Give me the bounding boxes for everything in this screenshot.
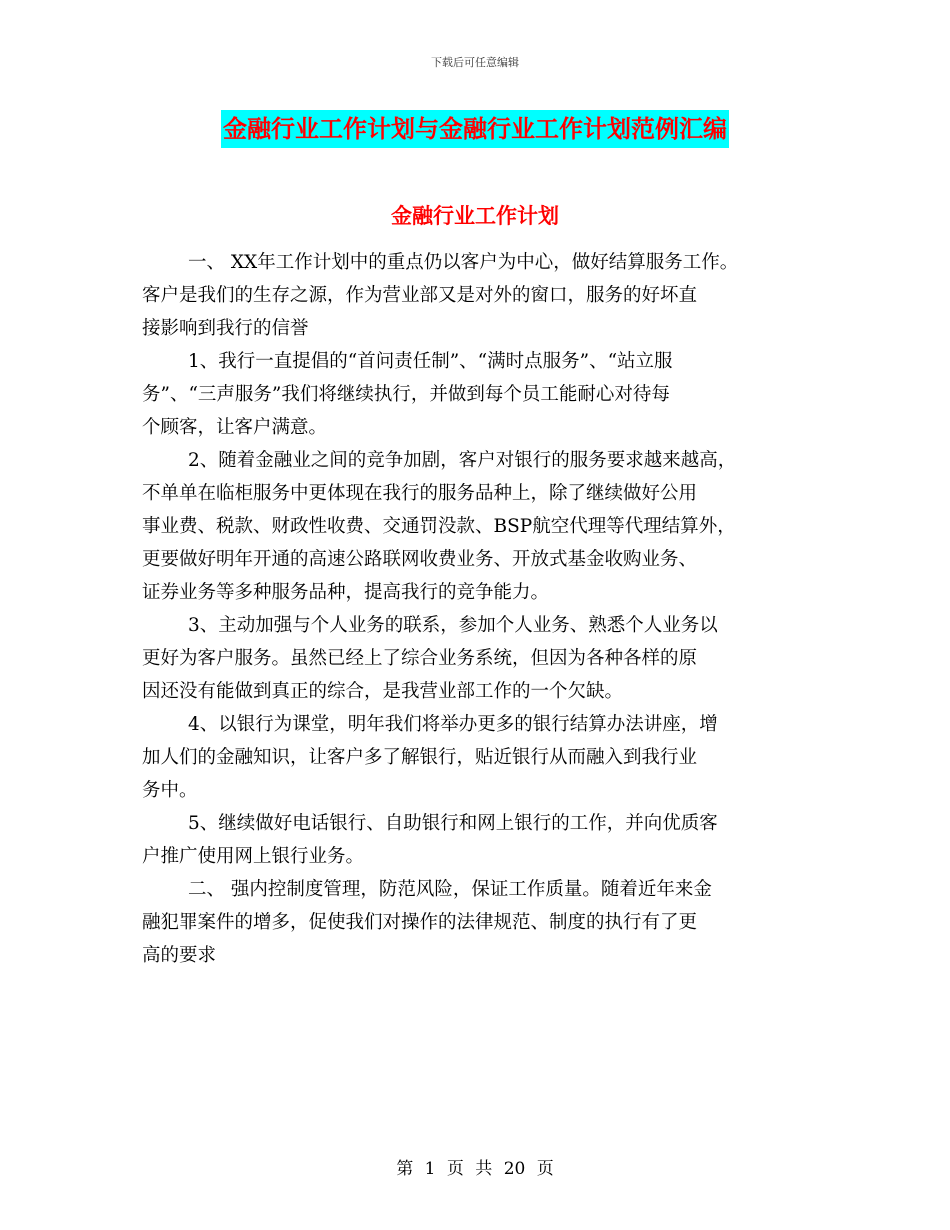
text-line: 不单单在临柜服务中更体现在我行的服务品种上，除了继续做好公用 bbox=[142, 483, 698, 504]
paragraph bbox=[142, 246, 812, 345]
text-line: 户推广使用网上银行业务。 bbox=[142, 846, 365, 867]
text-line: 接影响到我行的信誉 bbox=[142, 318, 309, 339]
text-line: 2、随着金融业之间的竞争加剧，客户对银行的服务要求越来越高， bbox=[188, 450, 737, 471]
paragraph bbox=[142, 708, 812, 807]
text-line: 更要做好明年开通的高速公路联网收费业务、开放式基金收购业务、 bbox=[142, 549, 698, 570]
paragraph bbox=[142, 873, 812, 972]
text-line: 3、主动加强与个人业务的联系，参加个人业务、熟悉个人业务以 bbox=[188, 615, 718, 636]
section-title: 金融行业工作计划 bbox=[391, 203, 559, 228]
text-line: 证券业务等多种服务品种，提高我行的竞争能力。 bbox=[142, 582, 550, 603]
text-line: 客户是我们的生存之源，作为营业部又是对外的窗口，服务的好坏直 bbox=[142, 285, 698, 306]
paragraph bbox=[142, 444, 812, 609]
text-line: 1、我行一直提倡的“首问责任制”、“满时点服务”、“站立服 bbox=[188, 351, 673, 372]
text-line: 务”、“三声服务”我们将继续执行，并做到每个员工能耐心对待每 bbox=[142, 384, 670, 405]
text-line: 4、以银行为课堂，明年我们将举办更多的银行结算办法讲座，增 bbox=[188, 714, 718, 735]
text-line: 因还没有能做到真正的综合，是我营业部工作的一个欠缺。 bbox=[142, 681, 624, 702]
text-line: 融犯罪案件的增多，促使我们对操作的法律规范、制度的执行有了更 bbox=[142, 912, 698, 933]
text-line: 更好为客户服务。虽然已经上了综合业务系统，但因为各种各样的原 bbox=[142, 648, 698, 669]
text-line: 一、 XX年工作计划中的重点仍以客户为中心，做好结算服务工作。 bbox=[188, 252, 739, 273]
text-line: 加人们的金融知识，让客户多了解银行，贴近银行从而融入到我行业 bbox=[142, 747, 698, 768]
main-title: 金融行业工作计划与金融行业工作计划范例汇编 bbox=[221, 110, 729, 148]
text-line: 高的要求 bbox=[142, 945, 217, 966]
header-note: 下载后可任意编辑 bbox=[431, 56, 519, 69]
main-title-container bbox=[0, 110, 950, 148]
page-indicator: 第 1 页 共 20 页 bbox=[396, 1159, 554, 1179]
paragraph bbox=[142, 609, 812, 708]
paragraph bbox=[142, 345, 812, 444]
text-line: 二、 强内控制度管理，防范风险，保证工作质量。随着近年来金 bbox=[188, 879, 712, 900]
text-line: 事业费、税款、财政性收费、交通罚没款、BSP航空代理等代理结算外， bbox=[142, 516, 736, 537]
paragraph bbox=[142, 807, 812, 873]
text-line: 个顾客，让客户满意。 bbox=[142, 417, 328, 438]
text-line: 5、继续做好电话银行、自助银行和网上银行的工作，并向优质客 bbox=[188, 813, 718, 834]
text-line: 务中。 bbox=[142, 780, 198, 801]
document-body bbox=[142, 246, 812, 972]
